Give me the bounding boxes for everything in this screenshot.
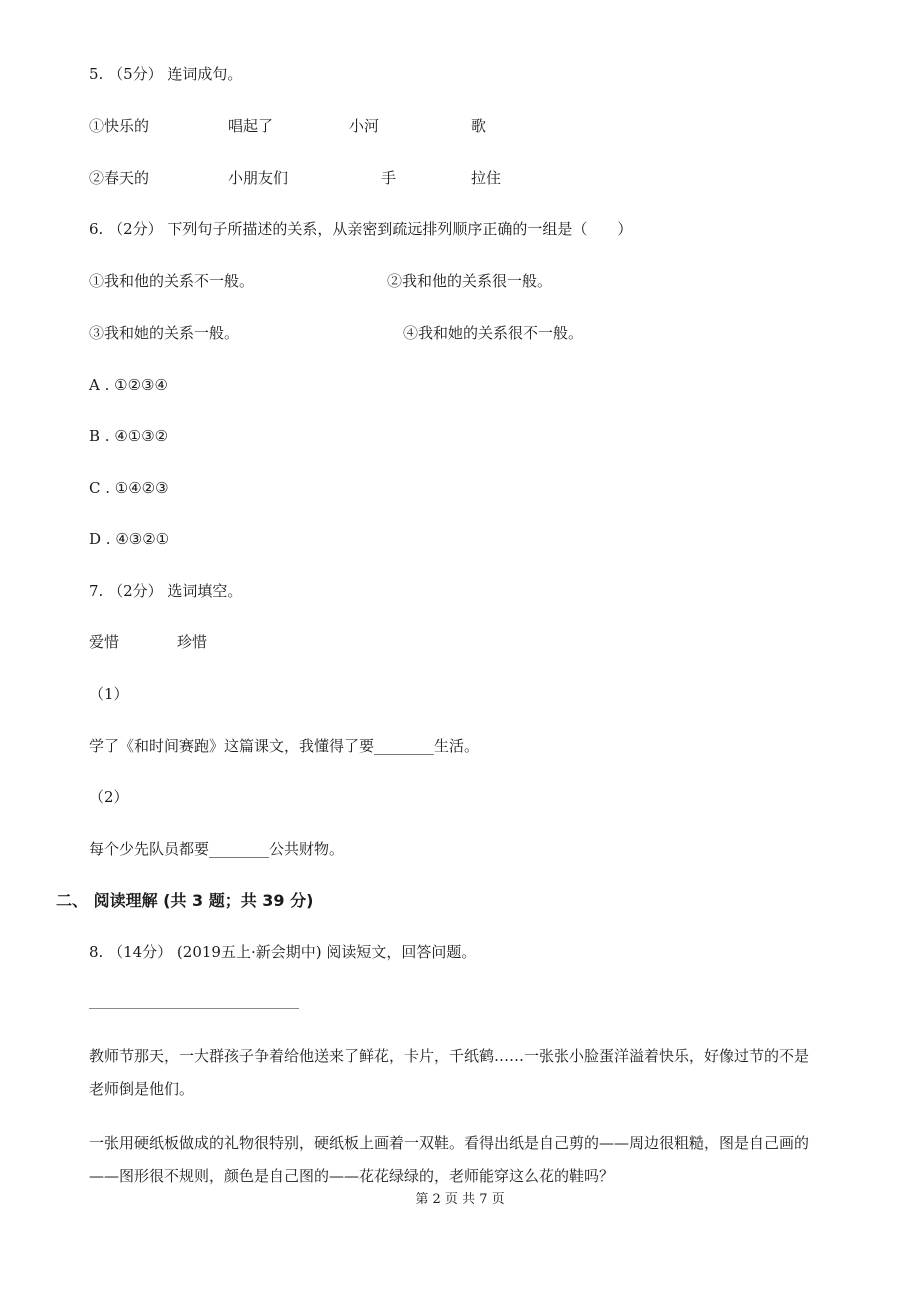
question-8-header: 8. （14分） (2019五上·新会期中) 阅读短文，回答问题。	[89, 943, 477, 961]
q6-sentence-1: ①我和他的关系不一般。	[89, 272, 255, 290]
q5-word: 唱起了	[228, 117, 274, 135]
q7-sub2-text: 每个少先队员都要________公共财物。	[89, 840, 345, 858]
q7-sub2-label: （2）	[89, 788, 129, 806]
passage-paragraph-2-cont: ——图形很不规则，颜色是自己图的——花花绿绿的，老师能穿这么花的鞋吗？	[89, 1167, 615, 1185]
q5-word: 小朋友们	[228, 169, 289, 187]
q5-word: 手	[381, 169, 397, 187]
q6-sentence-3: ③我和她的关系一般。	[89, 324, 240, 342]
question-5-header: 5. （5分） 连词成句。	[89, 65, 243, 83]
passage-paragraph-2: 一张用硬纸板做成的礼物很特别，硬纸板上画着一双鞋。看得出纸是自己剪的——周边很粗糙，图是自己画的	[89, 1134, 810, 1152]
q6-sentence-4: ④我和她的关系很不一般。	[403, 324, 584, 342]
q5-word: ①快乐的	[89, 117, 150, 135]
q7-sub1-label: （1）	[89, 685, 129, 703]
q6-sentence-2: ②我和他的关系很一般。	[387, 272, 553, 290]
q6-option-b[interactable]: B . ④①③②	[89, 427, 169, 445]
q5-word: ②春天的	[89, 169, 150, 187]
q6-option-d[interactable]: D . ④③②①	[89, 530, 170, 548]
q5-word: 歌	[471, 117, 487, 135]
q7-sub1-text: 学了《和时间赛跑》这篇课文，我懂得了要________生活。	[89, 737, 480, 755]
question-7-header: 7. （2分） 选词填空。	[89, 582, 243, 600]
title-underline	[89, 1008, 299, 1009]
q5-word: 拉住	[471, 169, 502, 187]
question-6-header: 6. （2分） 下列句子所描述的关系，从亲密到疏远排列顺序正确的一组是（ ）	[89, 220, 633, 238]
q7-word-choice: 珍惜	[177, 633, 208, 651]
section-2-title: 二、 阅读理解 (共 3 题；共 39 分)	[56, 891, 314, 910]
page-footer: 第 2 页 共 7 页	[415, 1192, 505, 1207]
q5-word: 小河	[349, 117, 380, 135]
passage-paragraph-1: 教师节那天，一大群孩子争着给他送来了鲜花，卡片，千纸鹤……一张张小脸蛋洋溢着快乐，好像过节的不是	[89, 1047, 810, 1065]
q6-option-a[interactable]: A . ①②③④	[89, 376, 168, 394]
q6-option-c[interactable]: C . ①④②③	[89, 479, 169, 497]
passage-paragraph-1-cont: 老师倒是他们。	[89, 1080, 195, 1098]
q7-word-choice: 爱惜	[89, 633, 120, 651]
